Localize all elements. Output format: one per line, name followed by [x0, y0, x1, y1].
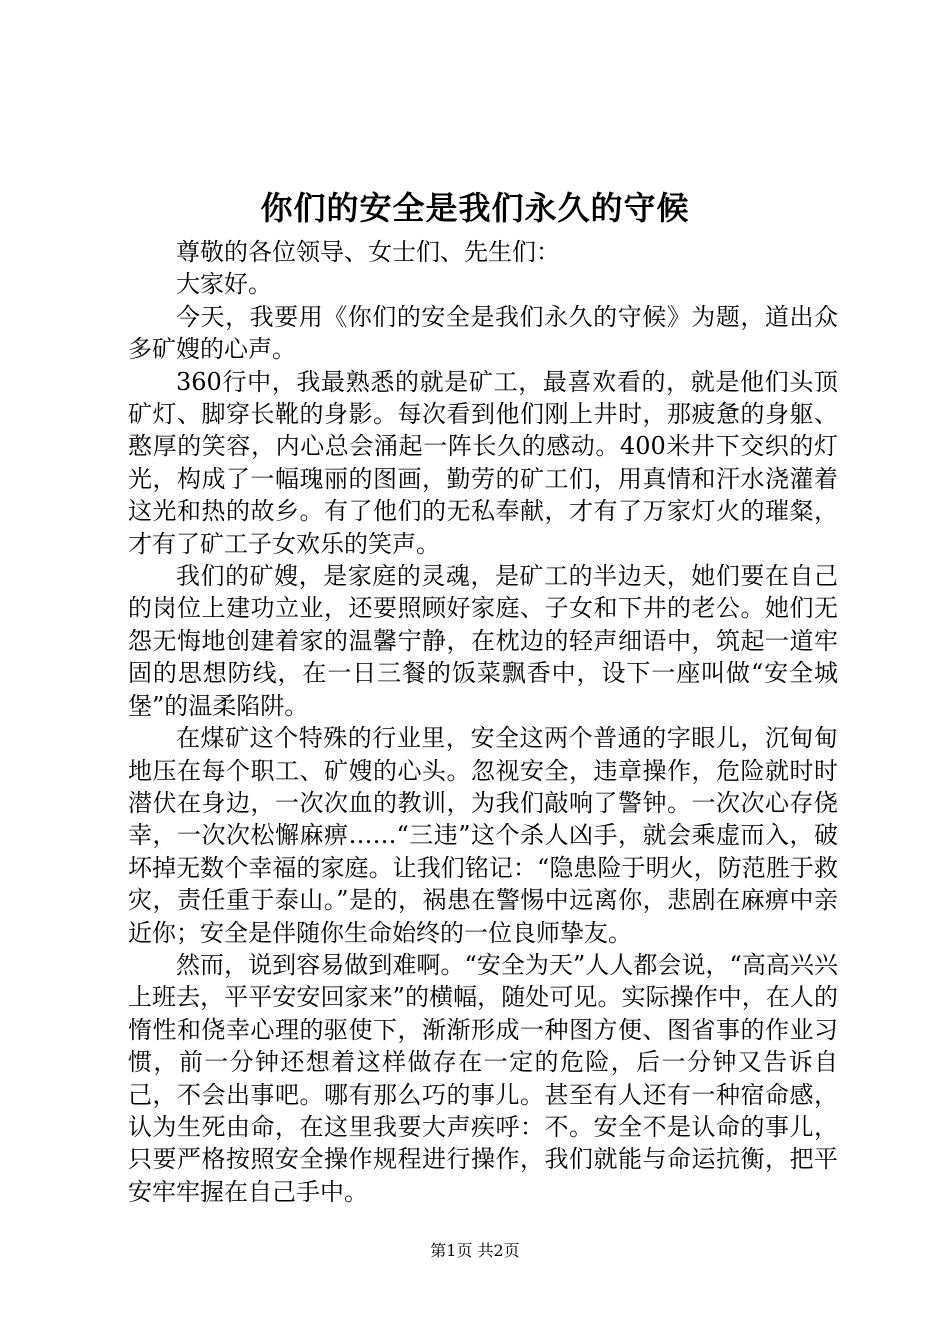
body-paragraph: 我们的矿嫂，是家庭的灵魂，是矿工的半边天，她们要在自己的岗位上建功立业，还要照顾好家庭、子女和下井的老公。她们无怨无悔地创建着家的温馨宁静，在枕边的轻声细语中，筑起一道牢固的思想防线，在一日三餐的饭菜飘香中，设下一座叫做“安全城堡”的温柔陷阱。 — [128, 562, 838, 720]
document-body — [128, 236, 838, 1208]
salutation-paragraph: 尊敬的各位领导、女士们、先生们： — [176, 238, 560, 266]
greeting-paragraph: 大家好。 — [176, 270, 272, 299]
page-number-footer: 第1页 共2页 — [430, 1241, 520, 1260]
document-title: 你们的安全是我们永久的守候 — [260, 189, 690, 227]
body-paragraph: 在煤矿这个特殊的行业里，安全这两个普通的字眼儿，沉甸甸地压在每个职工、矿嫂的心头。忽视安全，违章操作，危险就时时潜伏在身边，一次次血的教训，为我们敲响了警钟。一次次心存侥幸，一次次松懈麻痹……“三违”这个杀人凶手，就会乘虚而入，破坏掉无数个幸福的家庭。让我们铭记：“隐患险于明火，防范胜于救灾，责任重于泰山。”是的，祸患在警惕中远离你，悲剧在麻痹中亲近你；安全是伴随你生命始终的一位良师挚友。 — [128, 724, 838, 947]
body-paragraph: 360行中，我最熟悉的就是矿工，最喜欢看的，就是他们头顶矿灯、脚穿长靴的身影。每次看到他们刚上井时，那疲惫的身躯、憨厚的笑容，内心总会涌起一阵长久的感动。400米井下交织的灯光，构成了一幅瑰丽的图画，勤劳的矿工们，用真情和汗水浇灌着这光和热的故乡。有了他们的无私奉献，才有了万家灯火的璀粲，才有了矿工子女欢乐的笑声。 — [128, 367, 838, 558]
body-paragraph: 然而，说到容易做到难啊。“安全为天”人人都会说，“高高兴兴上班去，平平安安回家来”的横幅，随处可见。实际操作中，在人的惰性和侥幸心理的驱使下，渐渐形成一种图方便、图省事的作业习惯，前一分钟还想着这样做存在一定的危险，后一分钟又告诉自己，不会出事吧。哪有那么巧的事儿。甚至有人还有一种宿命感，认为生死由命，在这里我要大声疾呼：不。安全不是认命的事儿，只要严格按照安全操作规程进行操作，我们就能与命运抗衡，把平安牢牢握在自己手中。 — [128, 950, 838, 1206]
body-paragraph: 今天，我要用《你们的安全是我们永久的守候》为题，道出众多矿嫂的心声。 — [128, 302, 838, 364]
